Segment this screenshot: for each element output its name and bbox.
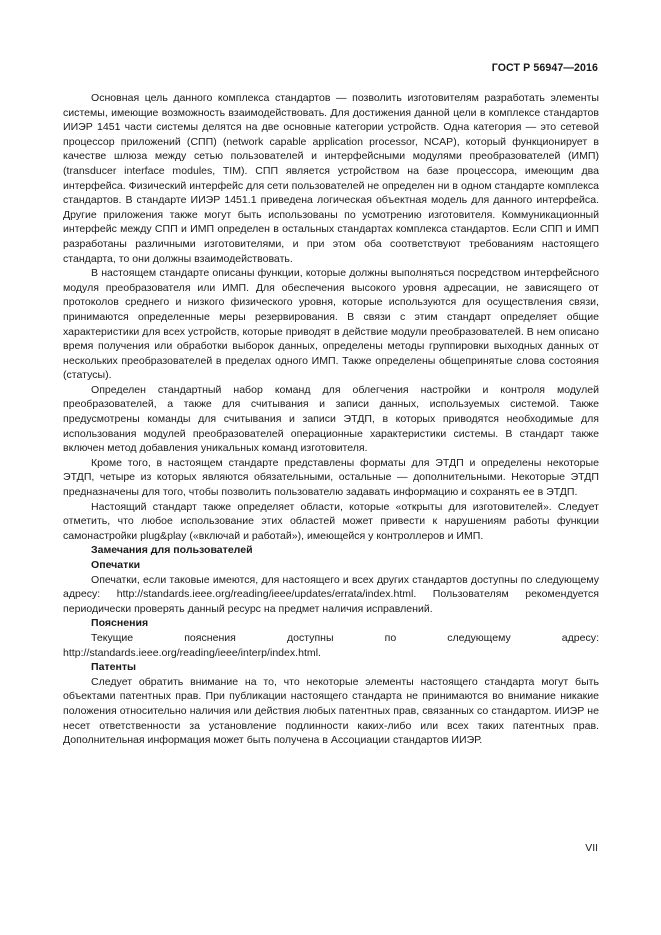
paragraph-open-areas: Настоящий стандарт также определяет области, которые «открыты для изготовителей». Следует отметить, что любое использование этих областей может привести к нарушениям работы функции самонастройки plug&play («включай и работай»), имеющейся у контроллеров и ИМП. bbox=[63, 500, 599, 542]
heading-errata: Опечатки bbox=[91, 559, 141, 571]
paragraph-functions: В настоящем стандарте описаны функции, которые должны выполняться посредством интерфейсного модуля преобразователя или ИМП. Для обеспечения высокого уровня адресации, не зависящего от протоколов среднего и низкого физического уровня, которые используются для осуществления связи, принимаются определенные меры резервирования. В связи с этим стандарт определяет общие характеристики для всех устройств, которые приводят в действие модули преобразователей. В нем описано время получения или обработки выборок данных, определены методы группировки выходных данных от нескольких преобразователей в пределах одного ИМП. Также определены общепринятые слова состояния (статусы). bbox=[63, 267, 599, 382]
page-number: VII bbox=[585, 843, 598, 854]
heading-interpretations: Пояснения bbox=[91, 617, 149, 630]
paragraph-purpose: Основная цель данного комплекса стандартов — позволить изготовителям разработать элементы системы, имеющие возможность взаимодействовать. Для достижения данной цели в комплексе стандартов ИИЭР 1451 части системы делятся на две основные категории устройств. Одна категория — это сетевой процессор приложений (СПП) (network capable application processor, NCAP), который функционирует в качестве шлюза между сетью пользователей и интерфейсными модулями преобразователей (ИМП) (transducer interface modules, TIM). СПП является устройством на базе процессора, имеющим два интерфейса. Физический интерфейс для сети пользователей не определен ни в одном стандарте комплекса стандартов. В стандарте ИИЭР 1451.1 приведена логическая объектная модель для данного интерфейса. Другие приложения также могут быть использованы по усмотрению изготовителя. Коммуникационный интерфейс между СПП и ИМП определен в остальных стандартах комплекса стандартов. Если СПП и ИМП разработаны различными изготовителями, и при этом оба соответствуют требованиям настоящего стандарта, то они должны взаимодействовать. bbox=[63, 92, 599, 265]
paragraph-interpretations: Текущие пояснения доступны по следующему адресу: http://standards.ieee.org/reading/ieee/interp/index.html. bbox=[63, 631, 599, 659]
standard-id-header: ГОСТ Р 56947—2016 bbox=[491, 62, 598, 74]
paragraph-teds-formats: Кроме того, в настоящем стандарте представлены форматы для ЭТДП и определены некоторые ЭТДП, четыре из которых являются обязательными, остальные — дополнительными. Некоторые ЭТДП предназначены для того, чтобы позволить пользователю задавать информацию и сохранять ее в ЭТДП. bbox=[63, 456, 599, 499]
heading-patents: Патенты bbox=[91, 661, 137, 674]
paragraph-commands: Определен стандартный набор команд для облегчения настройки и контроля модулей преобразователей, а также для считывания и записи данных, используемых системой. Также предусмотрены команды для считывания и записи ЭТДП, в которых приводятся необходимые для использования модулей преобразователей операционные характеристики системы. В стандарт также включен метод добавления уникальных команд изготовителя. bbox=[63, 383, 599, 455]
heading-user-notes: Замечания для пользователей bbox=[91, 544, 253, 557]
page-content bbox=[63, 91, 599, 748]
paragraph-patents: Следует обратить внимание на то, что некоторые элементы настоящего стандарта могут быть объектами патентных прав. При публикации настоящего стандарта не принимаются во внимание никакие положения относительно наличия или действия любых патентных прав, связанных со стандартом. ИИЭР не несет ответственности за установление подлинности каких-либо или всех таких патентных прав. Дополнительная информация может быть получена в Ассоциации стандартов ИИЭР. bbox=[63, 675, 599, 747]
paragraph-errata: Опечатки, если таковые имеются, для настоящего и всех других стандартов доступны по следующему адресу: http://standards.ieee.org/reading/ieee/updates/errata/index.html. Пользователям рекомендуется периодически проверять данный ресурс на предмет наличия исправлений. bbox=[63, 573, 599, 615]
